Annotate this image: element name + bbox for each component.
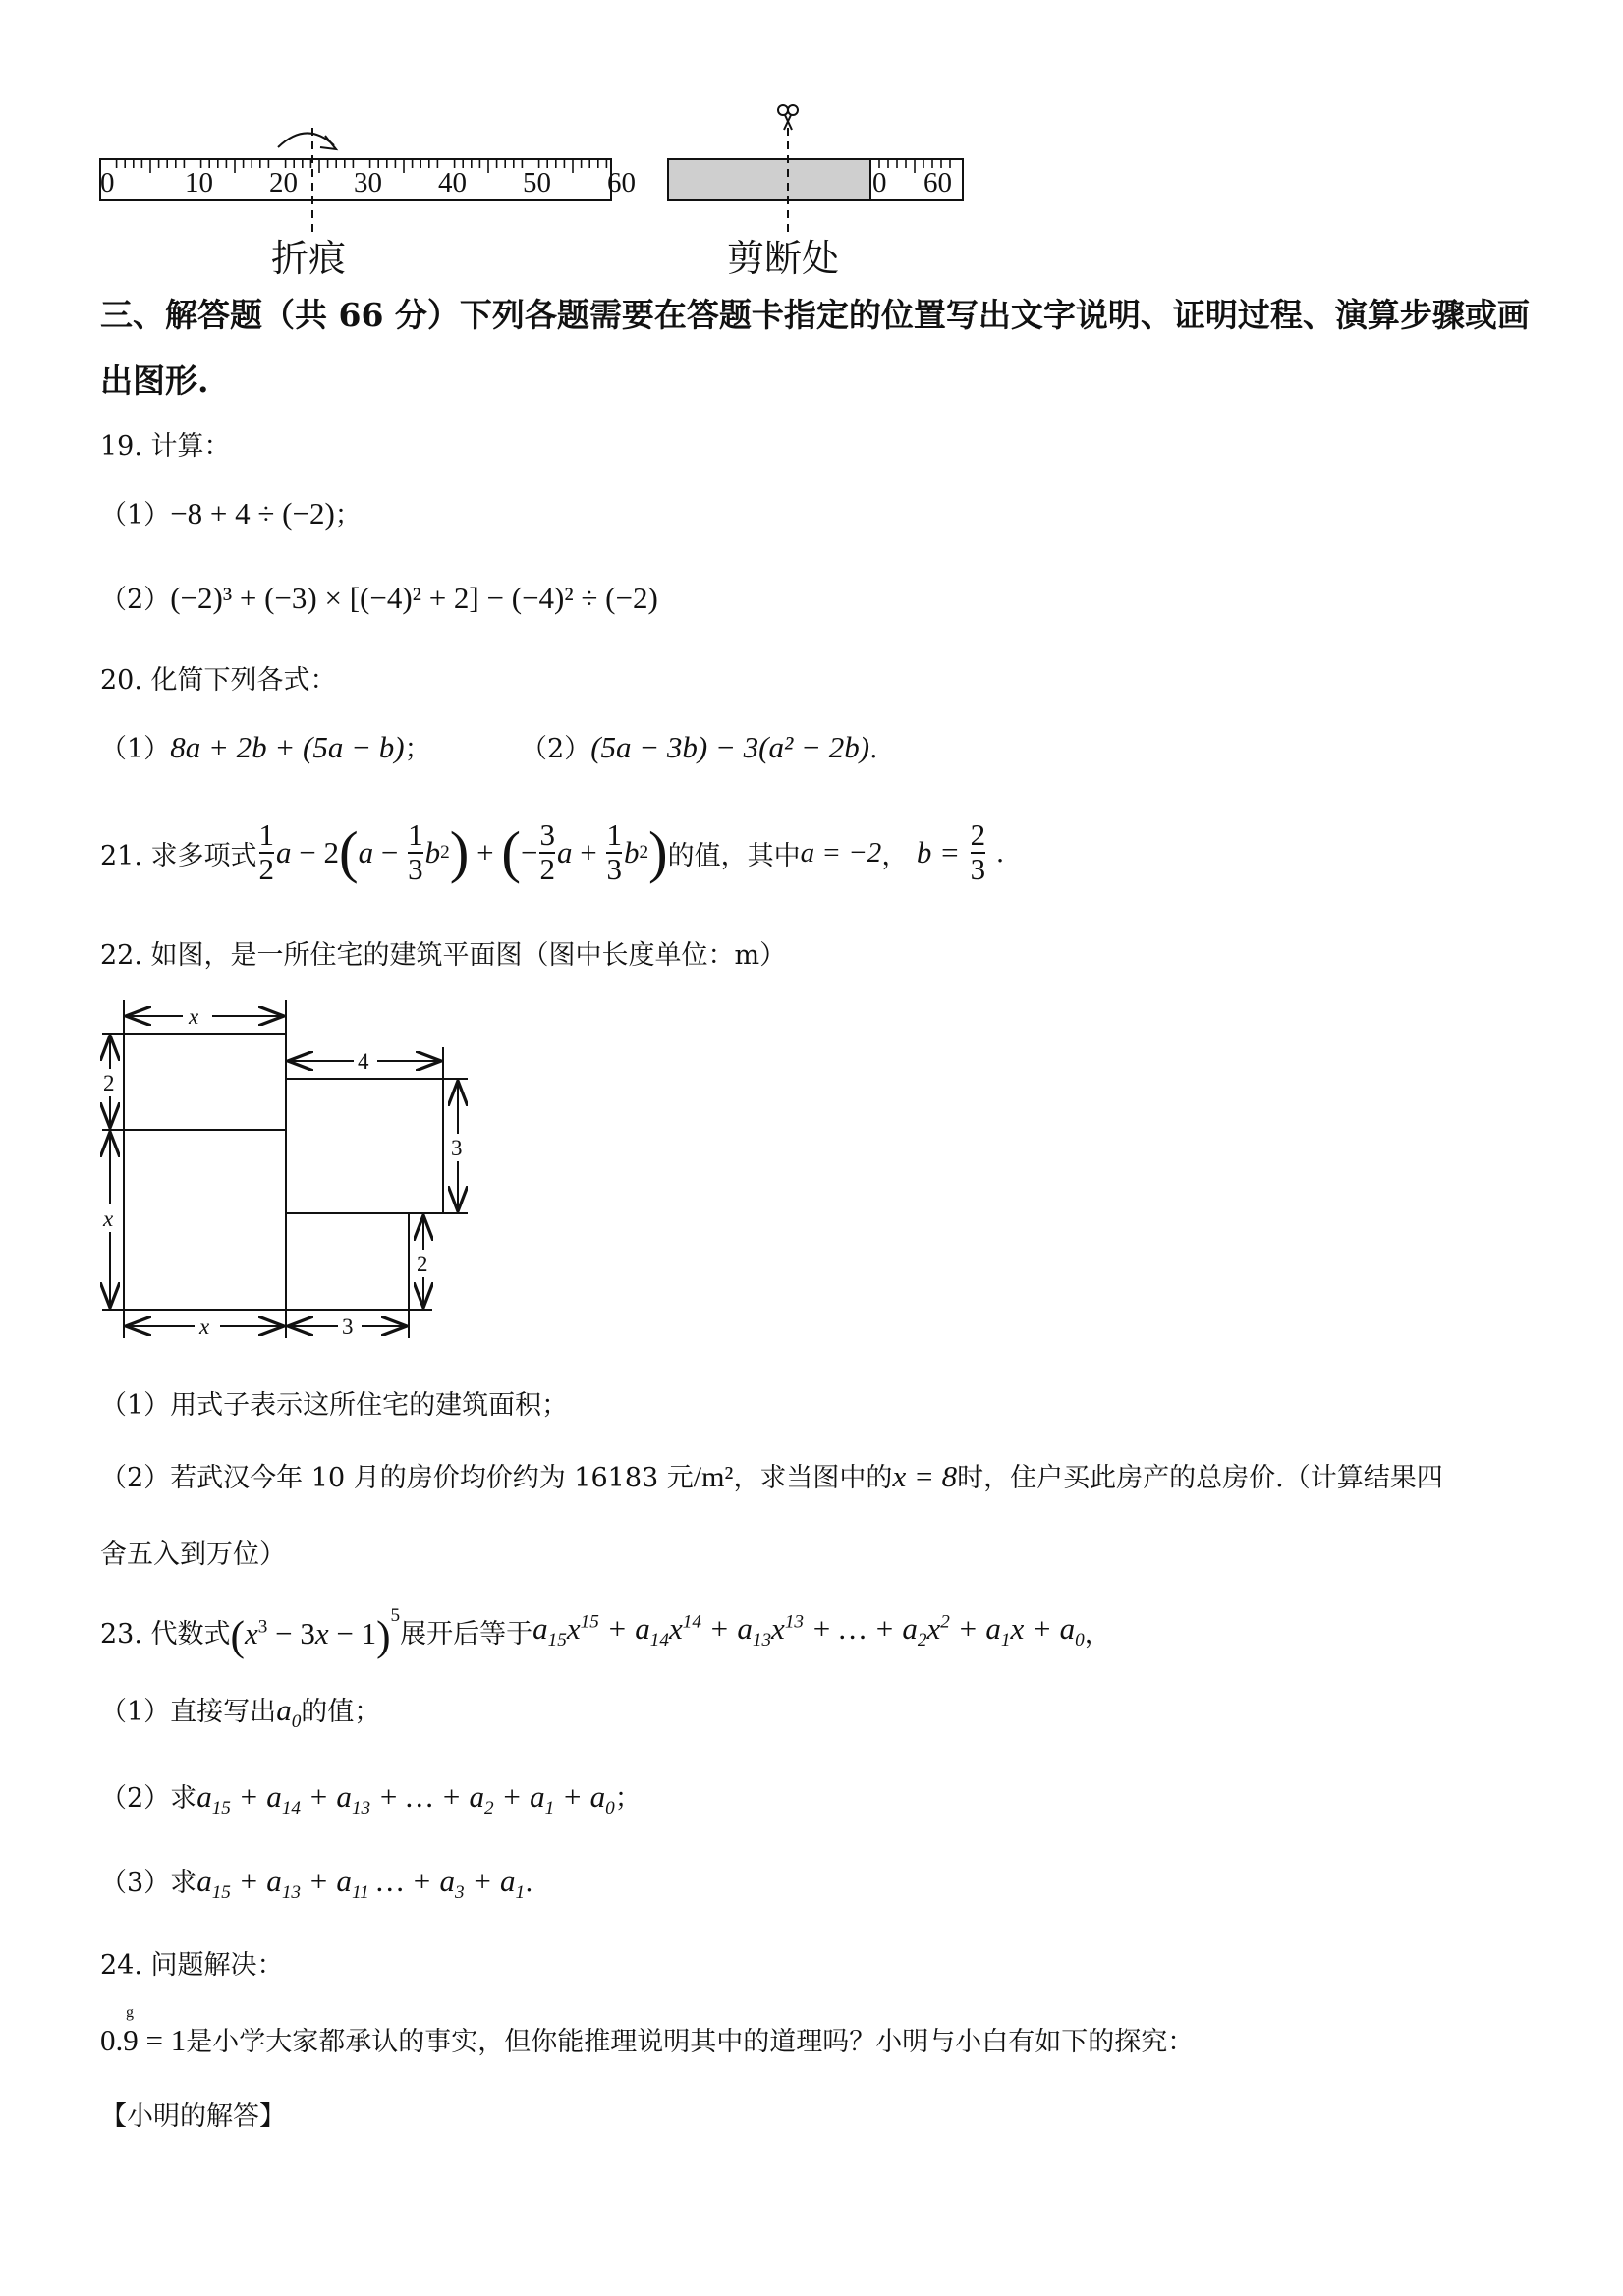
label-right-2: 2 [417, 1252, 428, 1276]
ruler-tick-label: 40 [438, 167, 467, 198]
q24-repeat-dot: g [126, 2004, 134, 2021]
q20-part2: （2）(5a − 3b) − 3(a² − 2b). [521, 730, 878, 764]
q20-part1: （1）8a + 2b + (5a − b)； [100, 730, 431, 764]
q22-part2-cont: 舍五入到万位） [100, 1540, 286, 1570]
label-bottom-3: 3 [342, 1315, 354, 1339]
label-bottom-x: x [199, 1315, 210, 1339]
q21-cond-b: b = [916, 835, 961, 869]
q24-intro: 0.9 = 1是小学大家都承认的事实，但你能推理说明其中的道理吗？小明与小白有如下的探究： [100, 2023, 1195, 2057]
q22-label: 22. 如图，是一所住宅的建筑平面图（图中长度单位：m） [100, 940, 787, 971]
q19-label: 19. 计算： [100, 431, 231, 462]
q23-expansion: $a_{15}x^{15} + a_{14}x^{14} + a_{13}x^{13}$ + … + $a_2x^2 + a_1x + a_0$ [532, 1611, 1085, 1652]
fold-caption: 折痕 [271, 237, 347, 280]
ruler-tick-label: 20 [269, 167, 298, 198]
q23-part3: （3）求$a_{15} + a_{13} + a_{11}$ … + $a_3 + a_1$. [100, 1864, 533, 1904]
q19-part1-expr: −8 + 4 ÷ (−2) [170, 496, 335, 531]
q24-xiaoming: 【小明的解答】 [100, 2101, 286, 2132]
ruler-tick-label: 0 [100, 167, 115, 198]
ruler-tick-label: 50 [523, 167, 551, 198]
ruler-tick-label: 60 [607, 167, 636, 198]
q22-part1: （1）用式子表示这所住宅的建筑面积； [100, 1390, 569, 1421]
q19-part1: （1）−8 + 4 ÷ (−2)； [100, 496, 362, 531]
room-d [286, 1213, 409, 1310]
room-a [124, 1034, 286, 1130]
label-top-4: 4 [358, 1049, 369, 1074]
q21: 21. 求多项式 $\frac{1}{2}$ a − 2 ( a − $\frac{1}{3}$ b 2 ) + ( − $\frac{3}{2}$ a + $\frac{1}{3}$ b 2 ) 的值，其中 a = −2 ， b = $\frac{2}{3}$ . [100, 817, 1005, 886]
q22-part2: （2）若武汉今年 10 月的房价均价约为 16183 元/m²，求当图中的x = 8时，住户买此房产的总房价.（计算结果四 [100, 1459, 1443, 1493]
cut-caption: 剪断处 [727, 237, 840, 280]
q23-poly: $(x^3 - 3x - 1)^5$ [230, 1605, 401, 1660]
room-c [286, 1079, 443, 1213]
label-left-x: x [103, 1206, 114, 1231]
ruler-tick-label: 30 [354, 167, 382, 198]
label-left-2: 2 [103, 1071, 115, 1095]
label-right-3: 3 [451, 1136, 463, 1160]
q23: 23. 代数式 $(x^3 - 3x - 1)^5$ 展开后等于 $a_{15}x^{15} + a_{14}x^{14} + a_{13}x^{13}$ + … + $a_2x^2 + a_1x + a_0$ ， [100, 1605, 1111, 1660]
q19-part2: （2）(−2)³ + (−3) × [(−4)² + 2] − (−4)² ÷ (−2) [100, 581, 658, 615]
label-top-x: x [189, 1004, 199, 1029]
q21-cond-a: a = −2 [800, 836, 882, 868]
section-heading: 三、解答题（共 66 分）下列各题需要在答题卡指定的位置写出文字说明、证明过程、演算步骤或画 [100, 296, 1530, 334]
room-b [124, 1130, 286, 1310]
q24-label: 24. 问题解决： [100, 1950, 284, 1981]
section-heading-cont: 出图形. [100, 362, 209, 400]
q24-lead: 0.9 = 1 [100, 2023, 187, 2057]
cut-tick-label: 0 [872, 167, 887, 198]
cut-tick-label: 60 [923, 167, 952, 198]
q20-label: 20. 化简下列各式： [100, 665, 337, 696]
q21-expr: $\frac{1}{2}$ a − 2 ( a − $\frac{1}{3}$ b 2 ) + ( − $\frac{3}{2}$ a + $\frac{1}{3}$ b 2 ) [258, 817, 668, 886]
q23-part2: （2）求$a_{15} + a_{14} + a_{13}$ + … + $a_2 + a_1 + a_0$； [100, 1779, 642, 1820]
q20-part1-expr: 8a + 2b + (5a − b) [170, 730, 405, 764]
q19-part2-expr: (−2)³ + (−3) × [(−4)² + 2] − (−4)² ÷ (−2) [170, 581, 658, 615]
q23-part1: （1）直接写出$a_0$的值； [100, 1693, 381, 1733]
q20-part2-expr: (5a − 3b) − 3(a² − 2b) [590, 730, 870, 764]
ruler-tick-label: 10 [185, 167, 213, 198]
